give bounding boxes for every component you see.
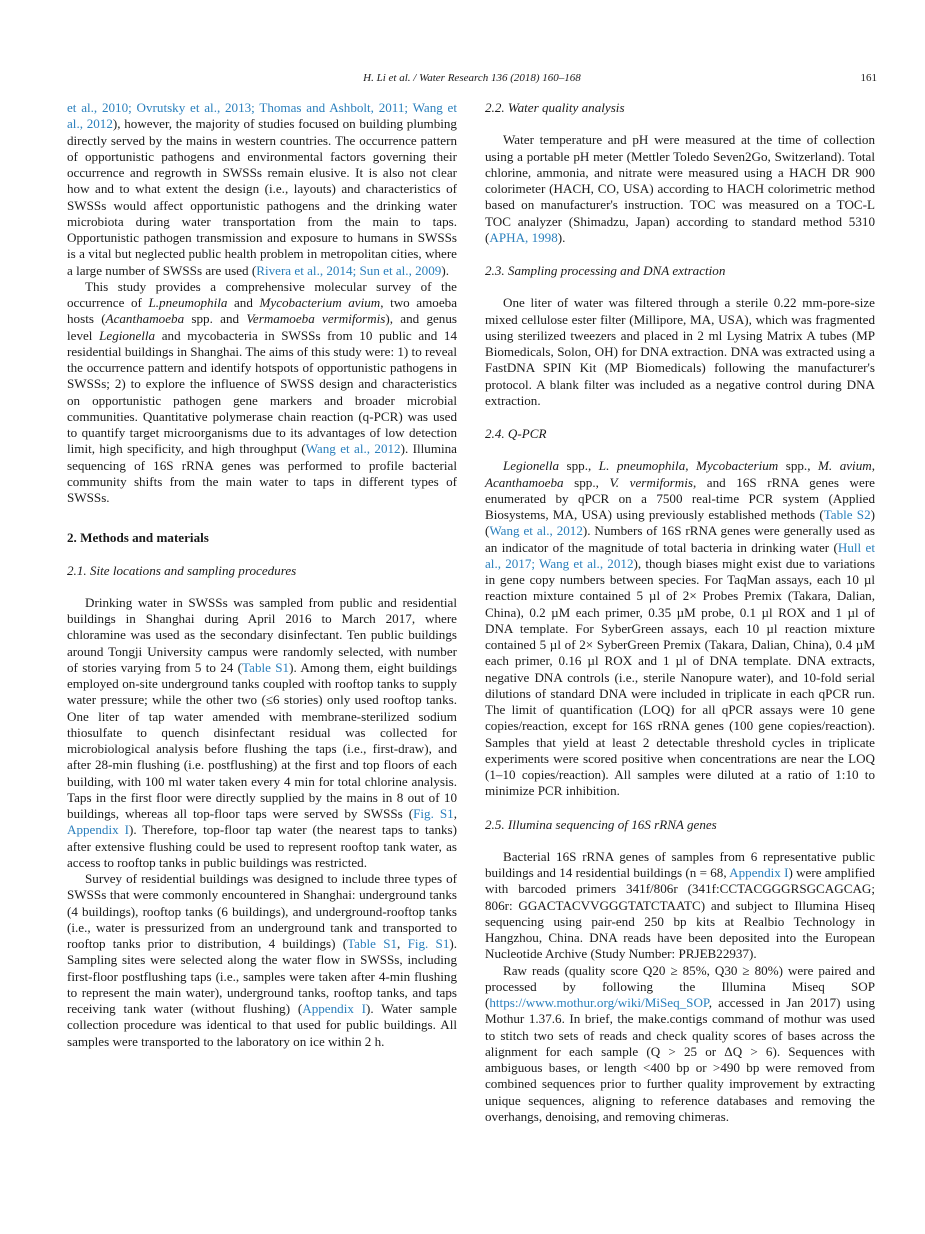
paragraph-qpcr: Legionella spp., L. pneumophila, Mycobacterium spp., M. avium, Acanthamoeba spp., V. vermiformis, and 16S rRNA genes were enumerated by qPCR on a 7500 real-time PCR system (Applied Biosystems, MA, USA) using previously established methods (Table S2) (Wang et al., 2012). Numbers of 16S rRNA genes were generally used as an indicator of the magnitude of total bacteria in drinking water (Hull et al., 2017; Wang et al., 2012), though biases might exist due to variations in gene copy numbers between species. For TaqMan assays, each 10 µl reaction mixture contained 5 µl of 2× Probes Premix (Takara, Dalian, China), 0.2 µM each primer, 0.35 µM probe, 0.1 µl ROX and 1 µl of DNA template. For SyberGreen assays, each 10 µl reaction mixture contained 5 µl of 2× SyberGreen Premix (Takara, Dalian, China), 0.4 µM each primer, 0.16 µl ROX and 1 µl of DNA template. DNA extracts, negative DNA controls (i.e., sterile Nanopure water), and 10-fold serial dilutions of standard DNA were included in triplicate in each qPCR run. The limit of quantification (LOQ) for all qPCR assays were 10 gene copies/reaction, except for 16S rRNA genes (100 gene copies/reaction). Samples that yield at least 2 detectable threshold cycles in triplicate experiments were scored positive when concentrations are near the LOQ (1–10 copies/reaction). All samples were diluted at a ratio of 1:10 to minimize PCR inhibition. <box>485 458 876 799</box>
citation-link[interactable]: Rivera et al., 2014; Sun et al., 2009 <box>256 262 442 278</box>
page-number: 161 <box>860 72 877 84</box>
figure-link[interactable]: Fig. S1 <box>413 806 454 821</box>
paragraph-study-aims: This study provides a comprehensive molecular survey of the occurrence of L.pneumophila and Mycobacterium avium, two amoeba hosts (Acanthamoeba spp. and Vermamoeba vermiformis), and genus level Legionella and mycobacteria in SWSSs from 10 public and 14 residential buildings in Shanghai. The aims of this study were: 1) to reveal the occurrence pattern and identify hotspots of opportunistic pathogens in SWSSs; 2) to explore the influence of SWSS design and characteristics on opportunistic pathogen gene markers and broader microbial communities. Quantitative polymerase chain reaction (q-PCR) was used to quantify target microorganisms due to its advantages of low detection limit, high specificity, and high throughput (Wang et al., 2012). Illumina sequencing of 16S rRNA genes was performed to profile bacterial community shifts from the main water to taps in different types of SWSSs. <box>67 278 458 505</box>
section-heading: 2. Methods and materials <box>67 530 209 546</box>
appendix-link[interactable]: Appendix I <box>729 865 789 880</box>
journal-citation: H. Li et al. / Water Research 136 (2018) 160–168 <box>363 72 581 84</box>
paragraph-raw-reads: Raw reads (quality score Q20 ≥ 85%, Q30 ≥ 80%) were paired and processed by following the Illumina Miseq SOP (https://www.mothur.org/wiki/MiSeq_SOP, accessed in Jan 2017) using Mothur 1.37.6. In brief, the make.contigs command of mothur was used to stitch two sets of reads and check quality scores of bases across the alignment for each sample (Q > 25 or ΔQ > 6). Sequences with ambiguous bases, or length <400 bp or >490 bp were removed from combined sequences prior to further quality improvement by extracting unique sequences, aligning to reference databases and removing the overhangs, denoising, and removing chimeras. <box>485 962 875 1124</box>
running-header <box>67 72 877 88</box>
citation-link[interactable]: Wang et al., 2012 <box>305 441 401 457</box>
citation-link[interactable]: et al., 2010; Ovrutsky et al., 2013; Thomas and Ashbolt, 2011; Wang et al., 2012 <box>67 100 457 132</box>
table-link[interactable]: Table S1 <box>242 659 290 675</box>
subsection-heading: 2.2. Water quality analysis <box>485 100 625 115</box>
left-column <box>67 100 457 1050</box>
table-link[interactable]: Table S2 <box>823 507 871 522</box>
appendix-link[interactable]: Appendix I <box>302 1001 367 1016</box>
subsection-heading: 2.1. Site locations and sampling procedures <box>67 562 297 578</box>
subsection-heading: 2.5. Illumina sequencing of 16S rRNA genes <box>485 816 717 832</box>
paragraph-illumina: Bacterial 16S rRNA genes of samples from 6 representative public buildings and 14 residential buildings (n = 68, Appendix I) were amplified with barcoded primers 341f/806r (341f:CCTACGGGRSGCAGCAG; 806r: GGACTACVVGGGTATCTAATC) and subject to Illumina Hiseq sequencing using pair-end 250 bp kits at Realbio Technology in Hangzhou, China. DNA reads have been deposited into the European Nucleotide Archive (Study Number: PRJEB22937). <box>485 848 875 962</box>
right-column <box>485 100 875 1125</box>
subsection-heading: 2.3. Sampling processing and DNA extraction <box>485 263 726 278</box>
paragraph-public-buildings: Drinking water in SWSSs was sampled from public and residential buildings in Shanghai during April 2016 to March 2017, where chloramine was used as the secondary disinfectant. Ten public buildings around Tongji University campus were randomly selected, with number of stories varying from 5 to 24 (Table S1). Among them, eight buildings employed on-site underground tanks coupled with rooftop tanks to supply water pressure; while the other two (≤6 stories) only used rooftop tanks. One liter of tap water amended with membrane-sterilized sodium thiosulfate to quench disinfectant residual was collected for microbiological analysis before flushing the taps (i.e., first-draw), and after 28-min flushing (i.e. postflushing) at the first and top floors of each building, with 100 ml water taken every 4 min for total chlorine analysis. Taps in the first floor were directly supplied by the mains in 8 out of 10 buildings, whereas all top-floor taps were served by SWSSs (Fig. S1, Appendix I). Therefore, top-floor tap water (the nearest taps to tanks) after extensive flushing could be used to represent rooftop tank water, as access to rooftop tanks in public buildings was restricted. <box>67 594 458 870</box>
paragraph-residential-buildings: Survey of residential buildings was designed to include three types of SWSSs that were commonly encountered in Shanghai: underground tanks (4 buildings), rooftop tanks (6 buildings), and underground-rooftop tanks (i.e., water is pressurized from an underground tank and transported to rooftop tanks prior to distribution, 4 buildings) (Table S1, Fig. S1). Sampling sites were selected along the water flow in SWSSs, including first-floor postflushing taps (i.e., samples were taken after 4-min flushing to represent the main water), underground tanks, rooftop tanks, and taps receiving tank water (without flushing) (Appendix I). Water sample collection procedure was identical to that used for public buildings. All samples were transported to the laboratory on ice within 2 h. <box>67 871 458 1049</box>
figure-link[interactable]: Fig. S1 <box>407 936 450 951</box>
url-link[interactable]: https://www.mothur.org/wiki/MiSeq_SOP <box>489 995 709 1010</box>
citation-link[interactable]: APHA, 1998 <box>489 229 558 245</box>
appendix-link[interactable]: Appendix I <box>67 822 129 838</box>
paragraph-water-quality: Water temperature and pH were measured at the time of collection using a portable pH meter (Mettler Toledo Seven2Go, Switzerland). Total chlorine, ammonia, and nitrate were measured using a HACH DR 900 colorimeter (HACH, CO, USA) according to HACH colorimetric method based on manufacturer's instruction. TOC was measured on a TOC-L TOC analyzer (Shimadzu, Japan) according to standard method 5310 (APHA, 1998). <box>485 132 875 245</box>
subsection-heading: 2.4. Q-PCR <box>485 426 547 441</box>
citation-link[interactable]: Hull et al., 2017; Wang et al., 2012 <box>485 539 875 571</box>
paragraph-intro-end: et al., 2010; Ovrutsky et al., 2013; Thomas and Ashbolt, 2011; Wang et al., 2012), however, the majority of studies focused on building plumbing directly served by the mains in western countries. The occurrence pattern of opportunistic pathogens and environmental factors governing their occurrence and regrowth in SWSSs remain elusive. It is also not clear how and to what extent the design (i.e., layouts) and characteristics of SWSSs would affect opportunistic pathogens and the drinking water microbiota during water transportation from the main to taps. Opportunistic pathogen transmission and exposure to humans in SWSSs is a vital but neglected public health problem in metropolitan cities, where a large number of SWSSs are used (Rivera et al., 2014; Sun et al., 2009). <box>67 100 457 278</box>
paragraph-dna-extraction: One liter of water was filtered through a sterile 0.22 mm-pore-size mixed cellulose ester filter (Millipore, MA, USA), which was fragmented using sterilized tweezers and placed in 2 ml Lysing Matrix A tubes (MP Biomedicals, Solon, OH) for DNA extraction. DNA was extracted using a FastDNA SPIN Kit (MP Biomedicals) following the manufacturer's protocol. A blank filter was included as a negative control during DNA extraction. <box>485 295 875 408</box>
table-link[interactable]: Table S1 <box>347 936 398 951</box>
citation-link[interactable]: Wang et al., 2012 <box>489 523 583 539</box>
